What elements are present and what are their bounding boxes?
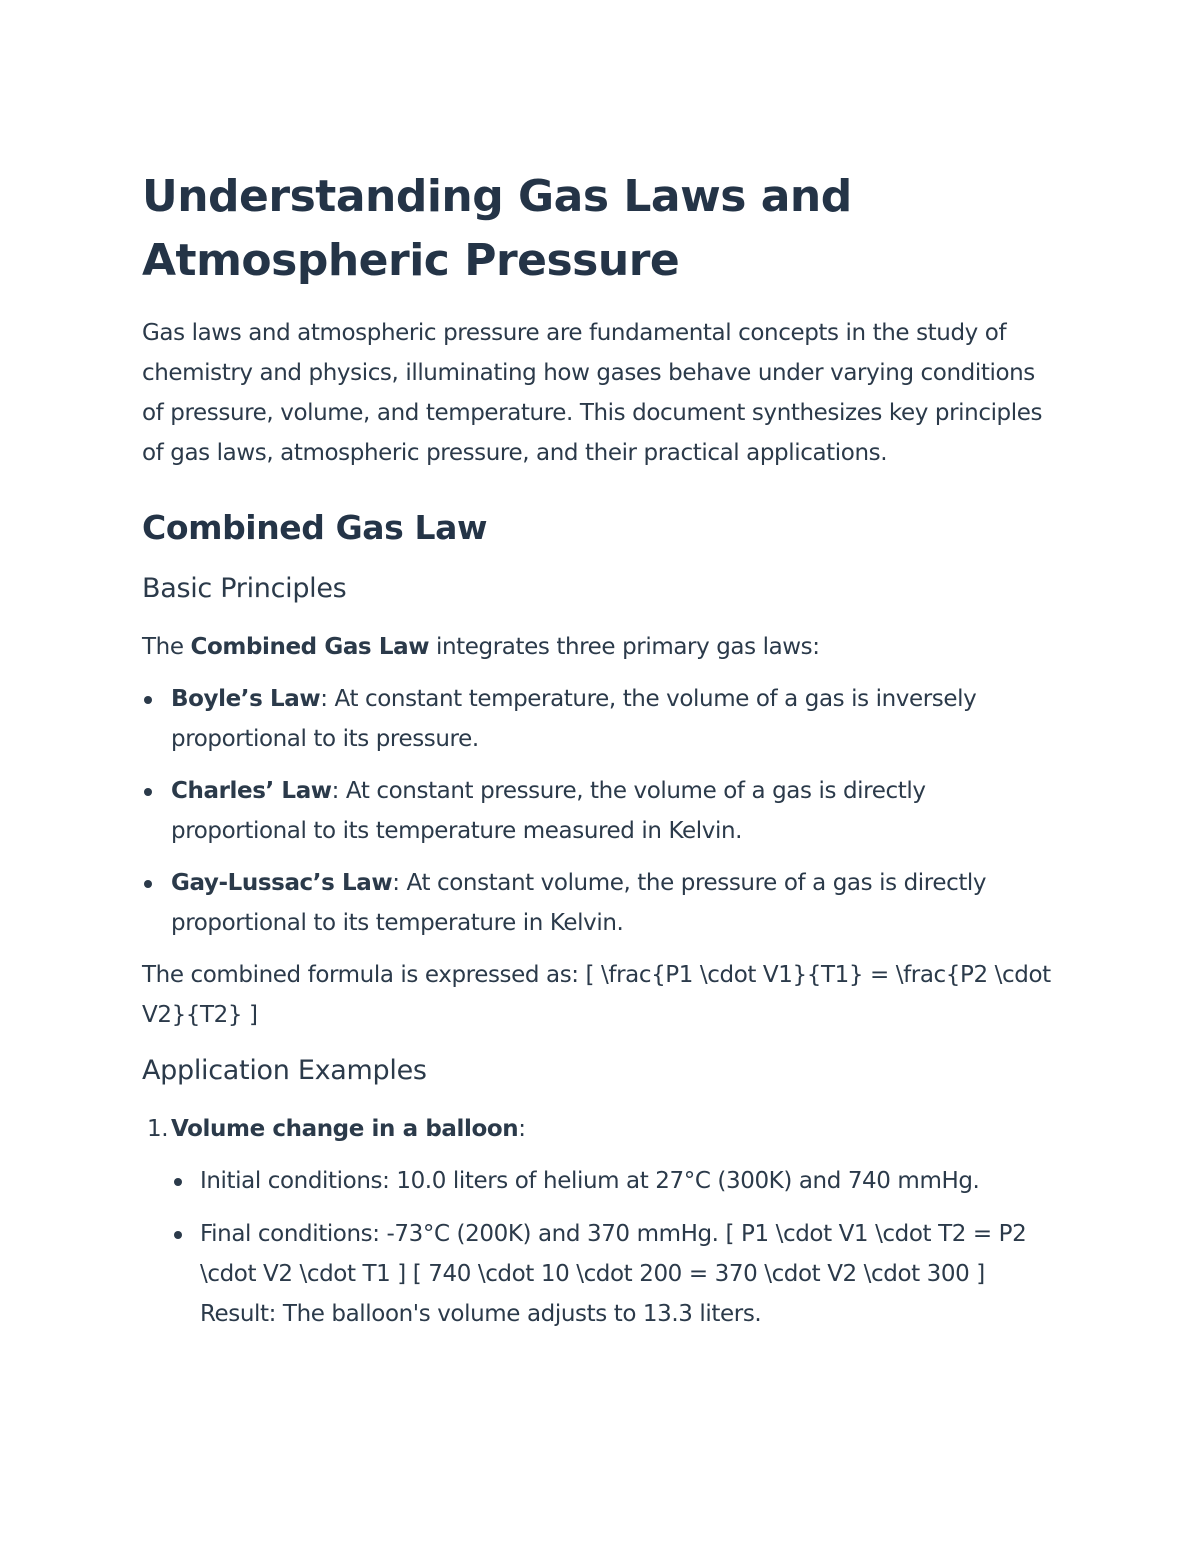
bullet-icon — [144, 880, 152, 888]
examples-list — [142, 1109, 1062, 1334]
example-item — [142, 1109, 1062, 1334]
lead-paragraph — [142, 627, 1062, 667]
list-item-boyles-law — [142, 679, 1062, 759]
section-heading-combined-gas-law: Combined Gas Law — [142, 508, 488, 547]
lead-text-bold: Combined Gas Law — [190, 634, 430, 660]
example-point-final — [171, 1214, 1062, 1334]
law-description: : At constant pressure, the volume of a gas is directly proportional to its temperature measured in Kelvin. — [171, 778, 926, 844]
law-name: Gay-Lussac’s Law — [171, 870, 393, 896]
point-text: Initial conditions: 10.0 liters of helium at 27°C (300K) and 740 mmHg. — [200, 1168, 980, 1194]
example-points — [171, 1161, 1062, 1334]
example-title: Volume change in a balloon — [171, 1116, 519, 1142]
subheading-application-examples: Application Examples — [142, 1055, 427, 1086]
example-point-initial — [171, 1161, 1062, 1201]
example-number: 1. — [147, 1116, 169, 1142]
bullet-icon — [174, 1178, 182, 1186]
bullet-icon — [174, 1231, 182, 1239]
lead-text-post: integrates three primary gas laws: — [429, 634, 820, 660]
bullet-icon — [144, 696, 152, 704]
document-title: Understanding Gas Laws and Atmospheric Pressure — [142, 171, 852, 286]
gas-laws-list — [142, 679, 1062, 943]
bullet-icon — [144, 788, 152, 796]
law-description: : At constant volume, the pressure of a gas is directly proportional to its temperature in Kelvin. — [171, 870, 987, 936]
subheading-basic-principles: Basic Principles — [142, 573, 347, 604]
intro-paragraph: Gas laws and atmospheric pressure are fundamental concepts in the study of chemistry and physics, illuminating how gases behave under varying conditions of pressure, volume, and temperature. This document synthesizes key principles of gas laws, atmospheric pressure, and their practical applications. — [142, 320, 1043, 466]
document-page — [142, 165, 1062, 1347]
example-title-colon: : — [518, 1116, 526, 1142]
law-description: : At constant temperature, the volume of a gas is inversely proportional to its pressure. — [171, 686, 977, 752]
list-item-charles-law — [142, 771, 1062, 851]
law-name: Boyle’s Law — [171, 686, 321, 712]
list-item-gay-lussacs-law — [142, 863, 1062, 943]
law-name: Charles’ Law — [171, 778, 332, 804]
combined-formula: The combined formula is expressed as: [ \frac{P1 \cdot V1}{T1} = \frac{P2 \cdot V2}{T2} ] — [142, 962, 1051, 1028]
lead-text-pre: The — [142, 634, 191, 660]
point-text: Final conditions: -73°C (200K) and 370 mmHg. [ P1 \cdot V1 \cdot T2 = P2 \cdot V2 \cdot T1 ] [ 740 \cdot 10 \cdot 200 = 370 \cdot V2 \cdot 300 ] Result: The balloon's volume adjusts to 13.3 liters. — [200, 1221, 1027, 1327]
